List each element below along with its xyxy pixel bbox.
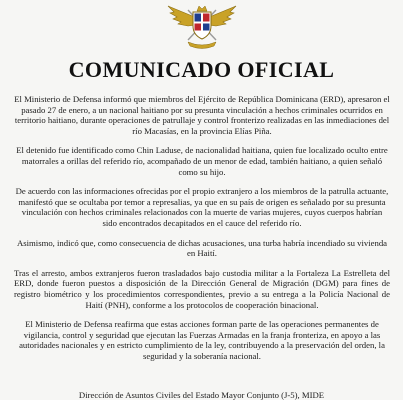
signature-line: Dirección de Asuntos Civiles del Estado Mayor Conjunto (J-5), MIDE <box>78 390 325 400</box>
paragraph-1: El Ministerio de Defensa informó que miembros del Ejército de República Dominicana (ERD), apresaron el pasado 27 de enero, a un nacional haitiano por su presunta vinculación a hechos criminales ocurridos en territorio haitiano, durante operaciones de patrullaje y control fronterizo realizadas en las inmediaciones del río Macasías, en la provincia Elías Piña. <box>14 94 390 136</box>
ministry-of-defense-emblem-icon <box>166 0 238 50</box>
paragraph-3: De acuerdo con las informaciones ofrecidas por el propio extranjero a los miembros de la patrulla actuante, manifestó que se ocultaba por temor a represalias, ya que en su país de origen es señalado por su presunta vinculación con hechos criminales relacionados con la muerte de varias mujeres, cuyos cuerpos habrían sido encontrados decapitados en el cauce del referido río. <box>15 186 389 228</box>
communique-body <box>14 94 390 370</box>
paragraph-5: Tras el arresto, ambos extranjeros fueron trasladados bajo custodia militar a la Fortaleza La Estrelleta del ERD, donde fueron puestos a disposición de la Dirección General de Migración (DGM) para fines de registro biométrico y los procedimientos correspondientes, previo a su entrega a la Policía Nacional de Haití (PNH), conforme a los protocolos de cooperación binacional. <box>14 267 390 310</box>
paragraph-6: El Ministerio de Defensa reafirma que estas acciones forman parte de las operaciones permanentes de vigilancia, control y seguridad que ejecutan las Fuerzas Armadas en la franja fronteriza, en apoyo a las autoridades nacionales y en estricto cumplimiento de la ley, contribuyendo a la preservación del orden, la seguridad y la soberanía nacional. <box>19 319 385 361</box>
page-title: COMUNICADO OFICIAL <box>68 57 335 82</box>
paragraph-2: El detenido fue identificado como Chin Laduse, de nacionalidad haitiana, quien fue localizado oculto entre matorrales a orillas del referido río, acompañado de un menor de edad, también haitiano, a quien señaló como su hijo. <box>16 145 388 177</box>
paragraph-4: Asimismo, indicó que, como consecuencia de dichas acusaciones, una turba habría incendiado su vivienda en Haití. <box>16 237 388 259</box>
